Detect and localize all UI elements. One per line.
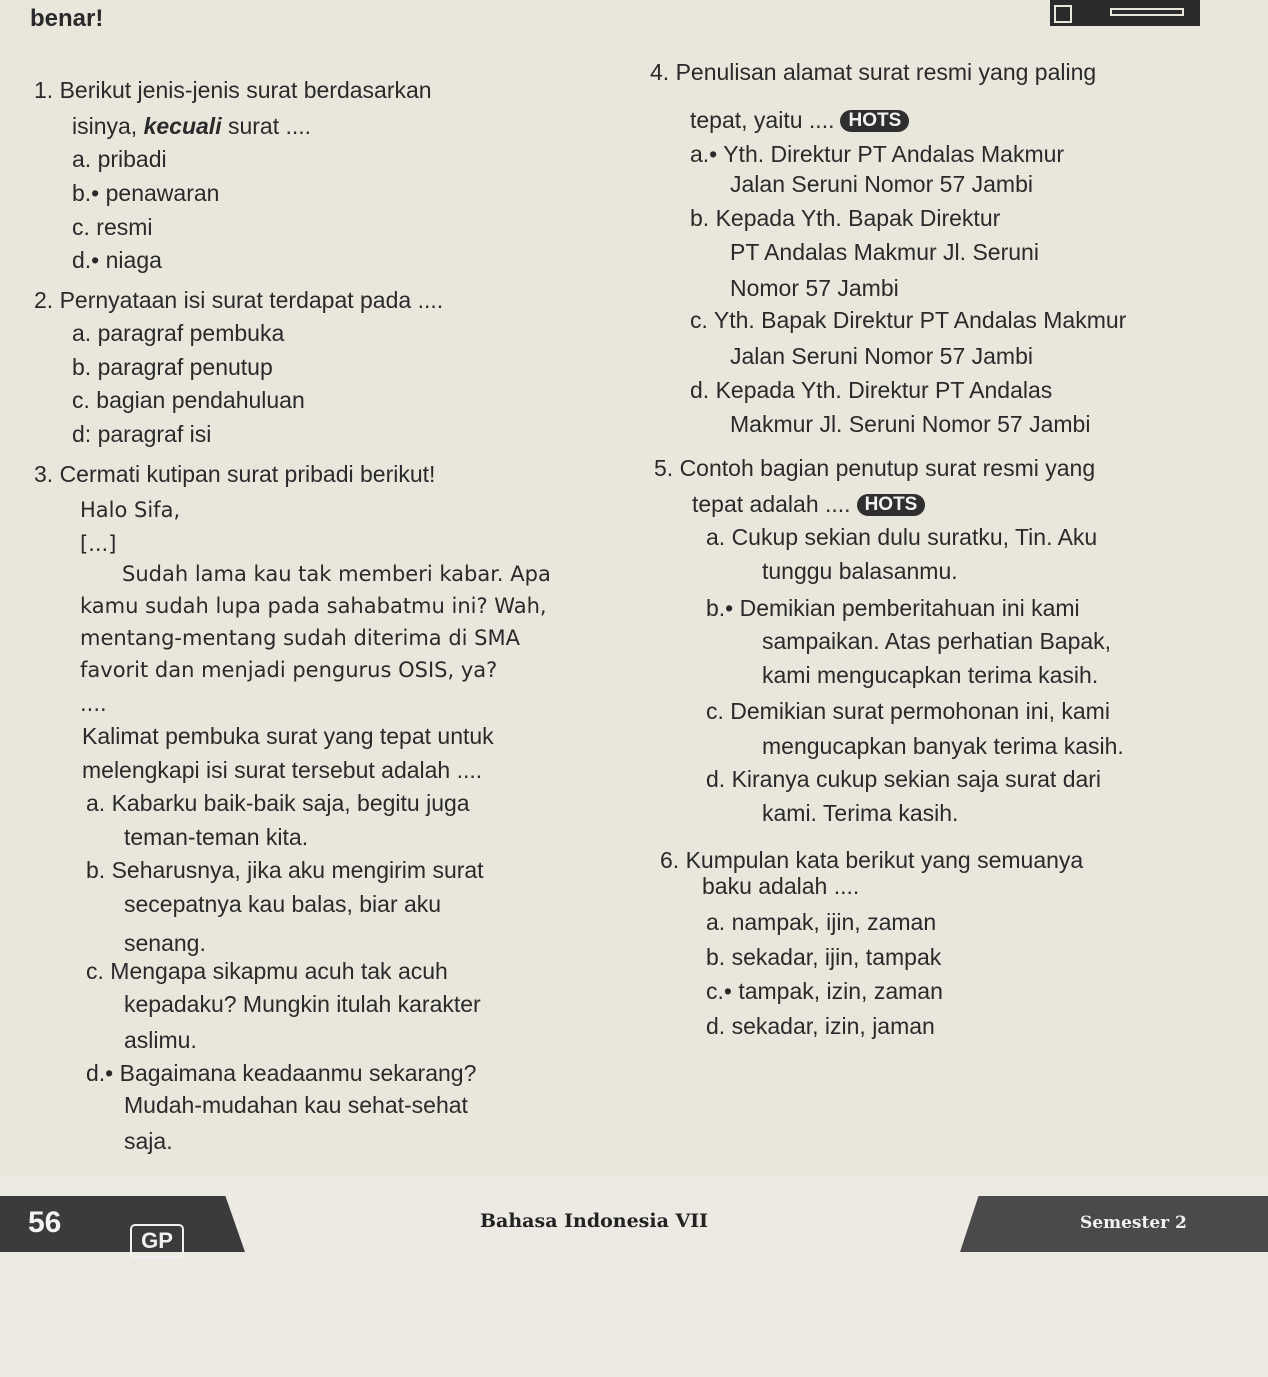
text-line: c.• tampak, izin, zaman [706, 978, 943, 1004]
text-line: Nomor 57 Jambi [730, 275, 899, 301]
text-line: b. sekadar, ijin, tampak [706, 944, 942, 970]
book-title: Bahasa Indonesia VII [480, 1210, 709, 1232]
text-line: [...] [80, 532, 117, 556]
text-line: d.• niaga [72, 247, 162, 273]
qr-code-icon [1050, 0, 1200, 26]
text-line: d.• Bagaimana keadaanmu sekarang? [86, 1060, 477, 1086]
text-line: tepat adalah .... HOTS [692, 490, 925, 518]
text-line: 4. Penulisan alamat surat resmi yang paling [650, 59, 1097, 85]
text-line: c. Yth. Bapak Direktur PT Andalas Makmur [690, 307, 1127, 333]
text-line: b. Kepada Yth. Bapak Direktur [690, 205, 1001, 231]
text-line: tunggu balasanmu. [762, 558, 958, 584]
text-line: d. Kiranya cukup sekian saja surat dari [706, 766, 1102, 792]
text-line: c. bagian pendahuluan [72, 387, 305, 413]
text-line: Jalan Seruni Nomor 57 Jambi [730, 343, 1033, 369]
text-line: Makmur Jl. Seruni Nomor 57 Jambi [730, 411, 1091, 437]
text-line: Sudah lama kau tak memberi kabar. Apa [122, 562, 551, 586]
text-line: d. Kepada Yth. Direktur PT Andalas [690, 377, 1053, 403]
text-line: Kalimat pembuka surat yang tepat untuk [82, 723, 494, 749]
text-line: kepadaku? Mungkin itulah karakter [124, 991, 481, 1017]
hots-badge: HOTS [840, 110, 909, 132]
text-line: kami. Terima kasih. [762, 800, 959, 826]
text-line: b. Seharusnya, jika aku mengirim surat [86, 857, 484, 883]
text-line: a. pribadi [72, 146, 167, 172]
page-number: 56 [28, 1206, 62, 1239]
text-line: kami mengucapkan terima kasih. [762, 662, 1099, 688]
text-line: saja. [124, 1128, 173, 1154]
text-line: 5. Contoh bagian penutup surat resmi yang [654, 455, 1096, 481]
text-line: a. paragraf pembuka [72, 320, 285, 346]
text-line: melengkapi isi surat tersebut adalah .... [82, 757, 483, 783]
text-line: a. nampak, ijin, zaman [706, 909, 937, 935]
text-line: c. Demikian surat permohonan ini, kami [706, 698, 1110, 724]
text-line: .... [80, 692, 107, 716]
text-line: kamu sudah lupa pada sahabatmu ini? Wah, [80, 594, 547, 618]
text-line: Mudah-mudahan kau sehat-sehat [124, 1092, 468, 1118]
text-line: 1. Berikut jenis-jenis surat berdasarkan [34, 77, 432, 103]
text-line: Halo Sifa, [80, 498, 181, 522]
text-line: PT Andalas Makmur Jl. Seruni [730, 239, 1039, 265]
text-line: sampaikan. Atas perhatian Bapak, [762, 628, 1112, 654]
text-line: a.• Yth. Direktur PT Andalas Makmur [690, 141, 1065, 167]
text-line: c. resmi [72, 214, 153, 240]
text-line: senang. [124, 930, 206, 956]
page-header-text: benar! [30, 5, 104, 32]
text-line: c. Mengapa sikapmu acuh tak acuh [86, 958, 448, 984]
text-line: favorit dan menjadi pengurus OSIS, ya? [80, 658, 498, 682]
text-line: teman-teman kita. [124, 824, 309, 850]
text-line: d. sekadar, izin, jaman [706, 1013, 935, 1039]
text-line: 6. Kumpulan kata berikut yang semuanya [660, 847, 1084, 873]
semester-label: Semester 2 [1080, 1213, 1187, 1233]
text-line: baku adalah .... [702, 873, 860, 899]
text-line: secepatnya kau balas, biar aku [124, 891, 442, 917]
text-line: a. Cukup sekian dulu suratku, Tin. Aku [706, 524, 1098, 550]
text-line: aslimu. [124, 1027, 197, 1053]
text-line: a. Kabarku baik-baik saja, begitu juga [86, 790, 470, 816]
publisher-logo: GP [130, 1224, 184, 1258]
text-line: b.• Demikian pemberitahuan ini kami [706, 595, 1080, 621]
text-line: 2. Pernyataan isi surat terdapat pada .... [34, 287, 444, 313]
text-line: mengucapkan banyak terima kasih. [762, 733, 1124, 759]
text-line: mentang-mentang sudah diterima di SMA [80, 626, 520, 650]
hots-badge: HOTS [857, 494, 926, 516]
text-line: b.• penawaran [72, 180, 220, 206]
text-line: tepat, yaitu .... HOTS [690, 106, 909, 134]
text-line: d: paragraf isi [72, 421, 212, 447]
text-line: isinya, kecuali surat .... [72, 113, 312, 139]
text-line: b. paragraf penutup [72, 354, 273, 380]
text-line: 3. Cermati kutipan surat pribadi berikut! [34, 461, 436, 487]
text-line: Jalan Seruni Nomor 57 Jambi [730, 171, 1033, 197]
